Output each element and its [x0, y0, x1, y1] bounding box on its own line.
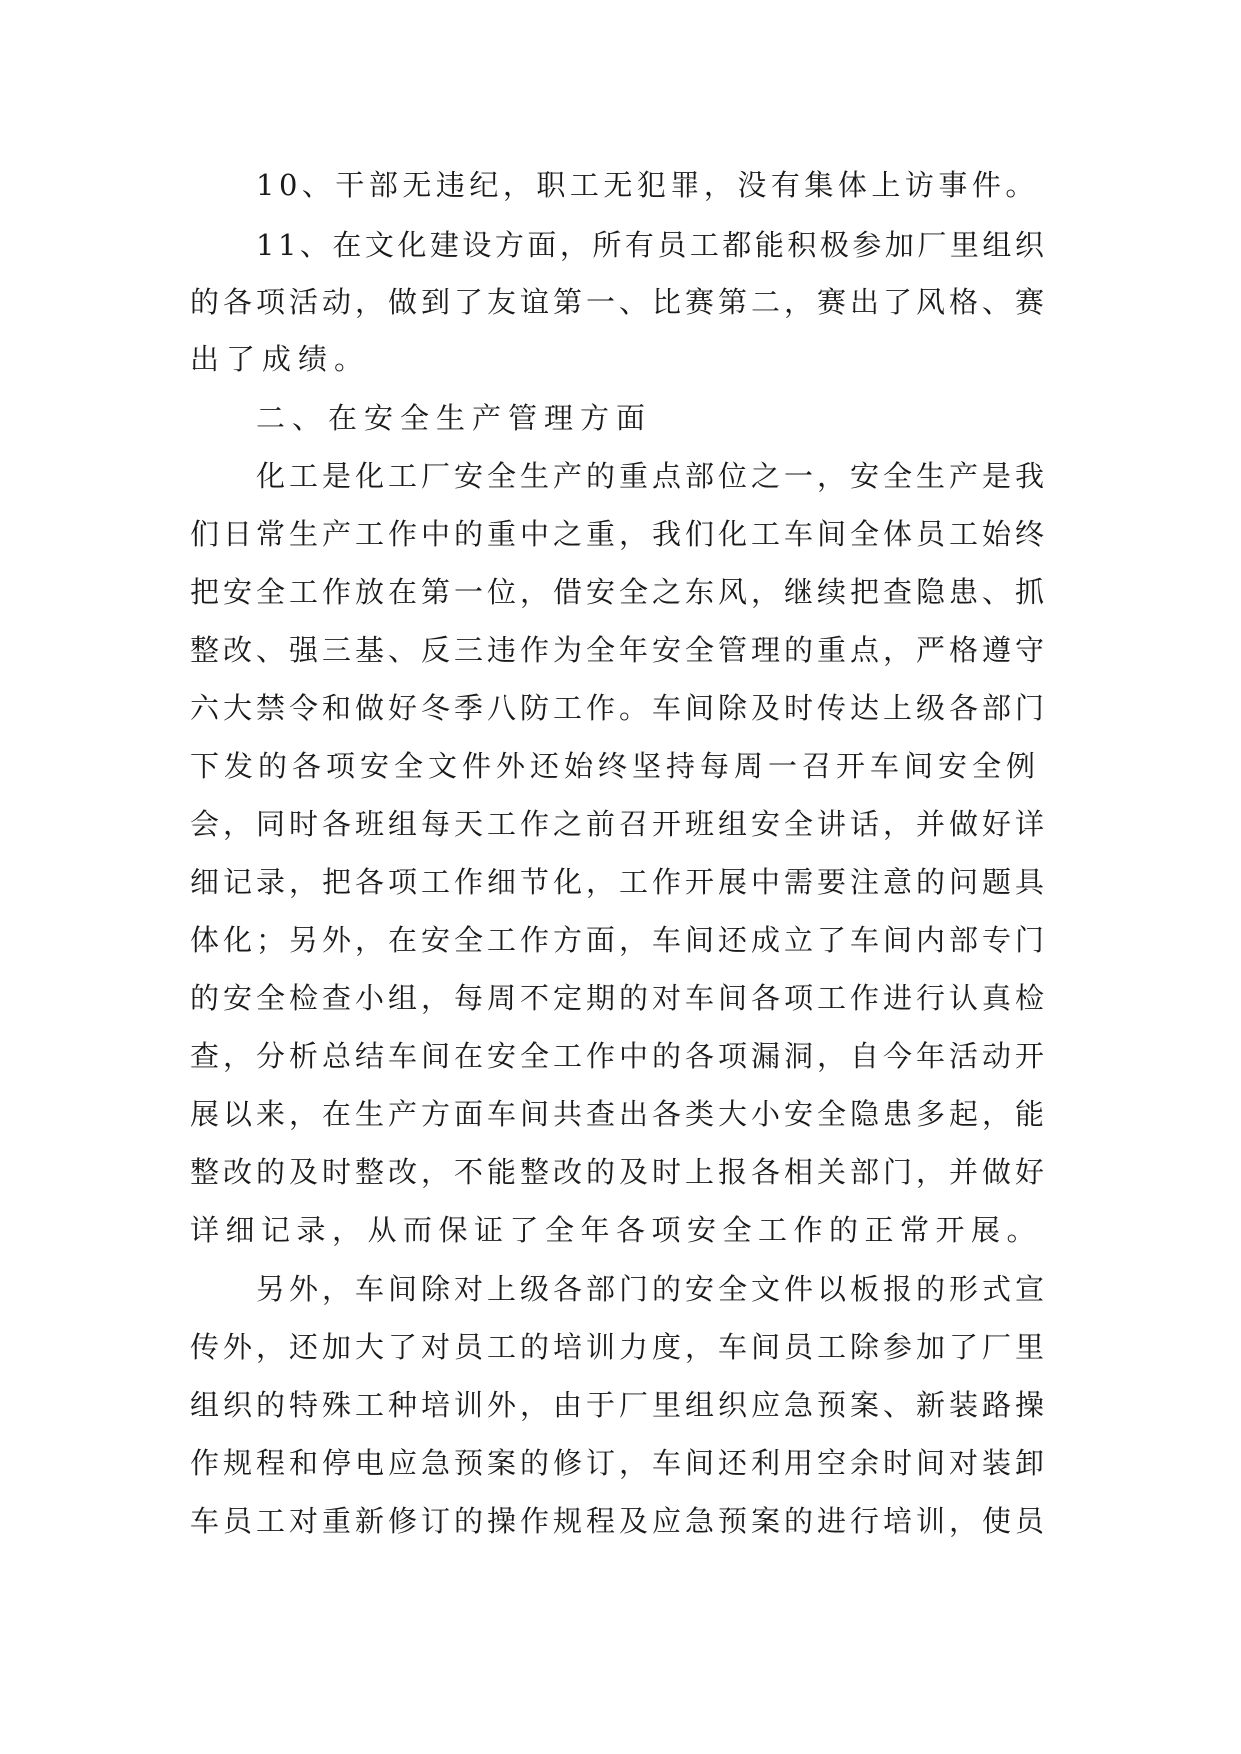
text-line: 出了成绩。: [190, 342, 371, 376]
text-line: 把安全工作放在第一位，借安全之东风，继续把查隐患、抓: [190, 575, 1049, 609]
text-line: 细记录，把各项工作细节化，工作开展中需要注意的问题具: [190, 865, 1049, 899]
text-line: 车员工对重新修订的操作规程及应急预案的进行培训，使员: [190, 1504, 1049, 1538]
text-line: 展以来，在生产方面车间共查出各类大小安全隐患多起，能: [190, 1097, 1049, 1131]
section-heading: 二、在安全生产管理方面: [256, 401, 653, 435]
text-line: 们日常生产工作中的重中之重，我们化工车间全体员工始终: [190, 517, 1049, 551]
text-line: 组织的特殊工种培训外，由于厂里组织应急预案、新装路操: [190, 1388, 1049, 1422]
text-line: 化工是化工厂安全生产的重点部位之一，安全生产是我: [256, 459, 1049, 493]
text-line: 11、在文化建设方面，所有员工都能积极参加厂里组织: [256, 228, 1048, 262]
text-line: 的安全检查小组，每周不定期的对车间各项工作进行认真检: [190, 981, 1049, 1015]
text-line: 六大禁令和做好冬季八防工作。车间除及时传达上级各部门: [190, 691, 1049, 725]
text-line: 会，同时各班组每天工作之前召开班组安全讲话，并做好详: [190, 807, 1049, 841]
text-line: 体化；另外，在安全工作方面，车间还成立了车间内部专门: [190, 923, 1049, 957]
text-line: 传外，还加大了对员工的培训力度，车间员工除参加了厂里: [190, 1330, 1049, 1364]
text-line: 详细记录，从而保证了全年各项安全工作的正常开展。: [190, 1213, 1043, 1247]
text-line: 作规程和停电应急预案的修订，车间还利用空余时间对装卸: [190, 1446, 1049, 1480]
text-line: 的各项活动，做到了友谊第一、比赛第二，赛出了风格、赛: [190, 285, 1049, 319]
text-line: 整改的及时整改，不能整改的及时上报各相关部门，并做好: [190, 1155, 1049, 1189]
text-line: 另外，车间除对上级各部门的安全文件以板报的形式宣: [256, 1272, 1049, 1306]
text-line: 查，分析总结车间在安全工作中的各项漏洞，自今年活动开: [190, 1039, 1049, 1073]
text-line: 下发的各项安全文件外还始终坚持每周一召开车间安全例: [190, 749, 1041, 783]
text-line: 10、干部无违纪，职工无犯罪，没有集体上访事件。: [256, 168, 1039, 202]
text-line: 整改、强三基、反三违作为全年安全管理的重点，严格遵守: [190, 633, 1049, 667]
